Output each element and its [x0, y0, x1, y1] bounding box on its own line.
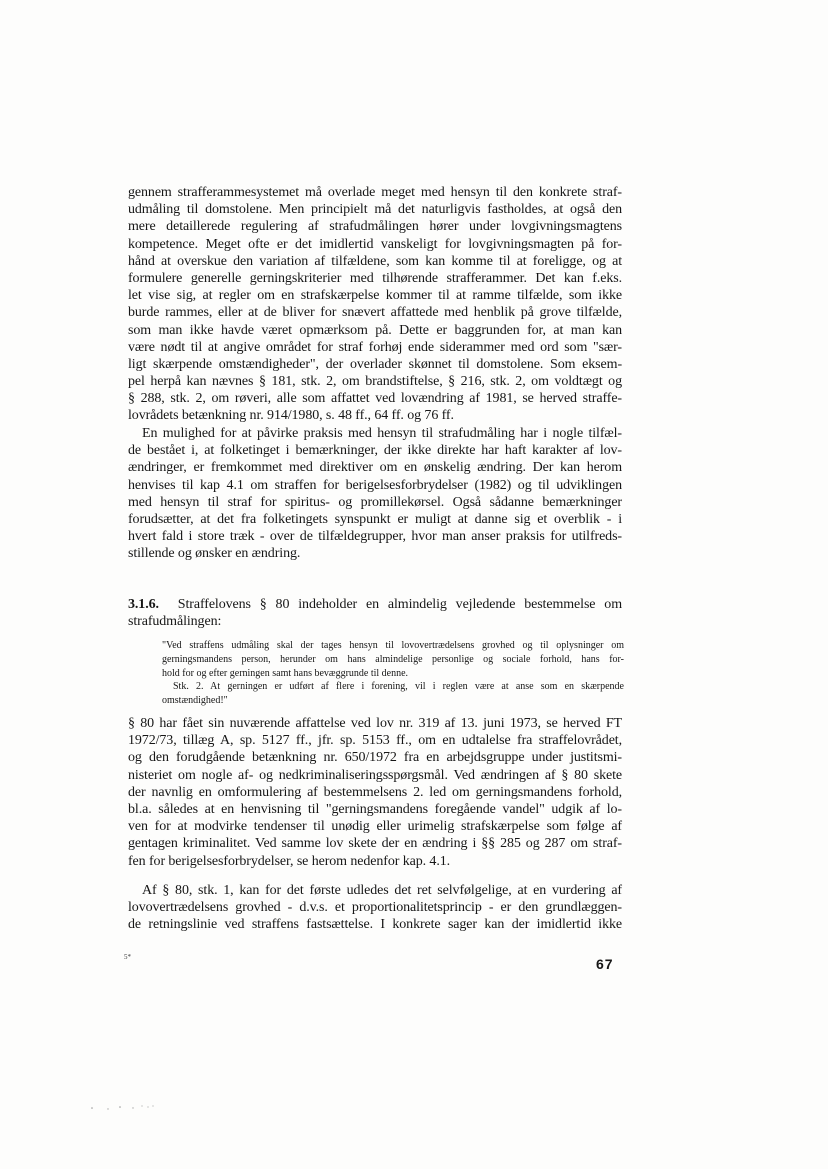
paragraph-line: og den forudgående betænkning nr. 650/1972 fra en arbejdsgruppe under justitsmi-: [128, 750, 622, 766]
body-paragraph-2: [128, 425, 622, 563]
paragraph-line: med hensyn til straf for spiritus- og promillekørsel. Også sådanne bemærkninger: [128, 494, 622, 510]
quote-line: hold for og efter gerningen samt hans bevæggrunde til denne.: [162, 667, 409, 679]
paragraph-line: fen for berigelsesforbrydelser, se herom nedenfor kap. 4.1.: [128, 853, 451, 869]
paragraph-line: En mulighed for at påvirke praksis med hensyn til strafudmåling har i nogle tilfæl-: [142, 426, 622, 441]
paragraph-line: 1972/73, tillæg A, sp. 5127 ff., jfr. sp. 5153 ff., om en udtalelse fra straffelovrådet,: [128, 733, 622, 749]
paragraph-line: gentagen kriminalitet. Ved samme lov skete der en ændring i §§ 285 og 287 om straf-: [128, 836, 622, 852]
paragraph-line: kompetence. Meget ofte er det imidlertid vanskeligt for lovgivningsmagten på for-: [128, 236, 622, 252]
paragraph-line: der navnlig en omformulering af bestemmelsens 2. led om gerningsmandens forhold,: [128, 784, 622, 800]
paragraph-line: pel herpå kan nævnes § 181, stk. 2, om brandstiftelse, § 216, stk. 2, om voldtægt og: [128, 374, 622, 390]
paragraph-line: henvises til kap 4.1 om straffen for berigelsesforbrydelser (1982) og til udviklingen: [128, 477, 622, 493]
paragraph-line: forudsætter, at det fra folketingets synspunkt er muligt at danne sig et overblik - i: [128, 511, 622, 527]
paragraph-line: de bestået i, at folketinget i bemærkninger, der ikke direkte har haft karakter af lov-: [128, 443, 622, 459]
quote-line: omstændighed!": [162, 695, 228, 707]
body-paragraph-3: [128, 715, 622, 870]
paragraph-line: formulere generelle gerningskriterier med tilhørende strafferammer. Det kan f.eks.: [128, 270, 622, 286]
section-heading: [128, 596, 622, 630]
section-heading-line: strafudmålingen:: [128, 614, 222, 630]
paragraph-line: hånd at overskue den variation af tilfældene, som kan komme til at foreligge, og at: [128, 253, 622, 269]
paragraph-line: lovovertrædelsens grovhed - d.v.s. et proportionalitetsprincip - er den grundlæggen-: [128, 900, 622, 916]
paragraph-line: bl.a. således at en henvisning til "gerningsmandens foregående vandel" udgik af lo-: [128, 801, 622, 817]
paragraph-line: Af § 80, stk. 1, kan for det første udledes det ret selvfølgelige, at en vurdering af: [142, 883, 622, 898]
paragraph-line: § 288, stk. 2, om røveri, alle som affattet ved lovændring af 1981, se herved straffe-: [128, 391, 622, 407]
paragraph-line: hvert fald i store træk - over de tilfældegrupper, hvor man anser praksis for utilfreds-: [128, 529, 622, 545]
paragraph-line: burde rammes, eller at de bliver for snævert affattede med henblik på grove tilfælde,: [128, 305, 622, 321]
section-number: 3.1.6.: [128, 597, 159, 612]
paragraph-line: udmåling til domstolene. Men principielt må det naturligvis fastholdes, at også den: [128, 202, 622, 218]
quote-line: Stk. 2. At gerningen er udført af flere i forening, vil i reglen være at anse som en skærpende: [173, 681, 624, 693]
paragraph-line: ligt skærpende omstændigheder", der overlader skønnet til domstolene. Som eksem-: [128, 356, 622, 372]
section-heading-text: Straffelovens § 80 indeholder en almindelig vejledende bestemmelse om: [177, 597, 622, 612]
paragraph-line: de retningslinie ved straffens fastsættelse. I konkrete sager kan der imidlertid ikke: [128, 917, 622, 933]
paragraph-line: være nødt til at angive området for straf forhøj ende siderammer med ord som "sær-: [128, 339, 622, 355]
paragraph-line: som man ikke havde været opmærksom på. Dette er baggrunden for, at man kan: [128, 322, 622, 338]
scan-speckles: [90, 1103, 170, 1113]
paragraph-line: ændringer, er fremkommet med direktiver om en ønskelig ændring. Der kan herom: [128, 460, 622, 476]
body-paragraph-1: [128, 184, 622, 425]
paragraph-line: mere detaillerede regulering af strafudmålingen hører under lovgivningsmagtens: [128, 219, 622, 235]
paragraph-line: § 80 har fået sin nuværende affattelse ved lov nr. 319 af 13. juni 1973, se herved FT: [128, 716, 622, 731]
quote-line: gerningsmandens person, herunder om hans almindelige personlige og sociale forhold, hans for-: [162, 653, 624, 665]
page-number: 67: [596, 956, 614, 972]
statute-quote: [162, 639, 624, 708]
signature-mark: 5*: [124, 953, 131, 961]
paragraph-line: let vise sig, at regler om en strafskærpelse kommer til at ramme tilfælde, som ikke: [128, 288, 622, 304]
paragraph-line: gennem strafferammesystemet må overlade meget med hensyn til den konkrete straf-: [128, 185, 622, 200]
section-heading-line: [128, 596, 622, 613]
quote-line: "Ved straffens udmåling skal der tages hensyn til lovovertrædelsens grovhed og til oplysninger om: [162, 640, 624, 651]
body-paragraph-4: [128, 882, 622, 934]
paragraph-line: lovrådets betænkning nr. 914/1980, s. 48 ff., 64 ff. og 76 ff.: [128, 408, 454, 424]
paragraph-line: ven for at modvirke tendenser til unødig eller urimelig strafskærpelse som følge af: [128, 819, 622, 835]
paragraph-line: stillende og ønsker en ændring.: [128, 546, 301, 562]
paragraph-line: nisteriet om nogle af- og nedkriminaliseringsspørgsmål. Ved ændringen af § 80 skete: [128, 767, 622, 783]
